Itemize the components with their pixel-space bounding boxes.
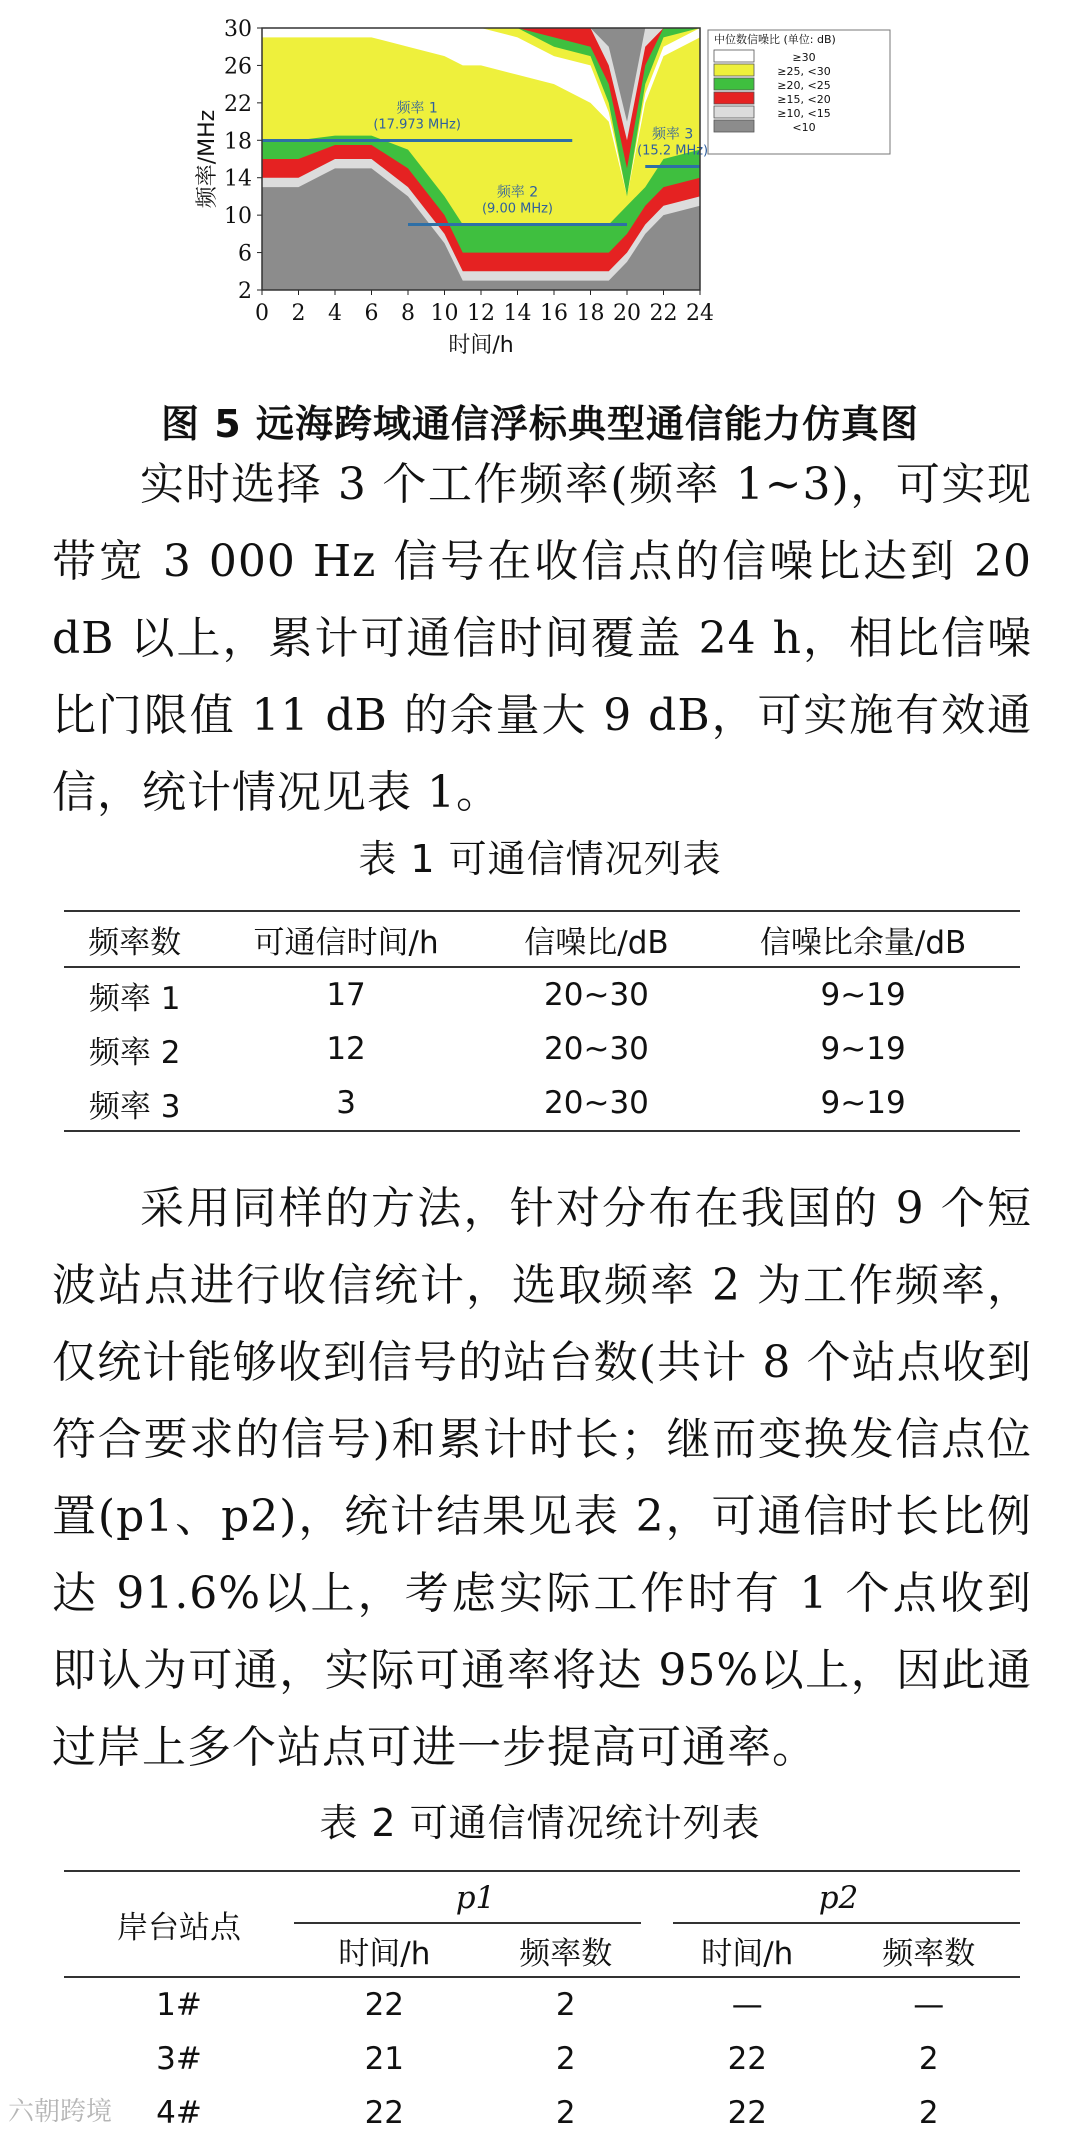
legend-entry: ≥30 bbox=[792, 51, 816, 64]
table-cell: 22 bbox=[727, 2095, 768, 2131]
x-tick-label: 6 bbox=[364, 301, 379, 326]
table-cell: 9~19 bbox=[820, 1031, 906, 1067]
x-tick-label: 0 bbox=[255, 301, 269, 326]
paragraph-2: 采用同样的方法，针对分布在我国的 9 个短波站点进行收信统计，选取频率 2 为工作频率，仅统计能够收到信号的站台数(共计 8 个站点收到符合要求的信号)和累计时长；继而变换发信点位置(p1、p2)，统计结果见表 2，可通信时长比例达 91.6%以上，考虑实际工作时有 1 个点收到即认为可通，实际可通率将达 95%以上，因此通过岸上多个站点可进一步提高可通率。 bbox=[52, 1183, 1032, 1773]
table-cell: 12 bbox=[326, 1031, 366, 1067]
frequency-value-label: (15.2 MHz) bbox=[637, 143, 709, 159]
x-tick-label: 18 bbox=[576, 301, 605, 326]
legend-entry: ≥15, <20 bbox=[777, 93, 831, 106]
x-tick-label: 2 bbox=[291, 301, 306, 326]
x-tick-label: 14 bbox=[503, 301, 532, 326]
table-cell: — bbox=[913, 1987, 945, 2023]
table-row bbox=[64, 2032, 1020, 2086]
table-2-group-p2 bbox=[657, 1871, 1020, 1924]
table-2-subheader: 时间/h bbox=[657, 1924, 838, 1977]
legend-entry: ≥25, <30 bbox=[777, 65, 831, 78]
figure-5 bbox=[190, 0, 910, 360]
y-axis-label: 频率/MHz bbox=[195, 109, 220, 209]
table-row bbox=[64, 1076, 1020, 1131]
table-1-header: 信噪比余量/dB bbox=[706, 911, 1020, 967]
table-1-title: 表 1 可通信情况列表 bbox=[358, 837, 722, 881]
table-cell: 20~30 bbox=[544, 1085, 649, 1121]
table-cell: 2 bbox=[555, 2041, 576, 2077]
table-2-subheader: 频率数 bbox=[475, 1924, 657, 1977]
y-tick-label: 14 bbox=[224, 166, 252, 192]
legend-title: 中位数信噪比 (单位: dB) bbox=[714, 33, 836, 46]
table-1-header: 频率数 bbox=[64, 911, 205, 967]
table-cell: 3# bbox=[156, 2041, 202, 2077]
table-cell: 9~19 bbox=[820, 977, 906, 1013]
table-cell: 22 bbox=[727, 2041, 768, 2077]
table-1 bbox=[64, 910, 1020, 1132]
table-row bbox=[64, 1022, 1020, 1076]
table-1-header: 可通信时间/h bbox=[205, 911, 486, 967]
legend-swatch bbox=[714, 64, 754, 76]
table-cell: 3 bbox=[336, 1085, 356, 1121]
table-2-title: 表 2 可通信情况统计列表 bbox=[319, 1801, 761, 1845]
table-cell: 频率 2 bbox=[88, 1034, 181, 1071]
table-cell: 22 bbox=[364, 1987, 405, 2023]
y-tick-label: 10 bbox=[224, 204, 252, 230]
legend-entry: ≥20, <25 bbox=[777, 79, 831, 92]
x-tick-label: 8 bbox=[401, 301, 415, 326]
y-tick-label: 30 bbox=[224, 17, 252, 42]
snr-heatmap-chart bbox=[190, 0, 910, 360]
table-row bbox=[64, 1977, 1020, 2032]
frequency-label: 频率 2 bbox=[496, 184, 539, 201]
frequency-label: 频率 3 bbox=[651, 126, 694, 143]
x-tick-label: 16 bbox=[540, 301, 568, 326]
legend-swatch bbox=[714, 106, 754, 118]
y-tick-label: 22 bbox=[224, 91, 252, 117]
group-p2-label: p2 bbox=[818, 1880, 859, 1916]
y-tick-label: 2 bbox=[238, 279, 252, 304]
table-cell: 20~30 bbox=[544, 1031, 649, 1067]
table-cell: 4# bbox=[156, 2095, 202, 2131]
table-cell: — bbox=[731, 1987, 763, 2023]
table-cell: 1# bbox=[156, 1987, 202, 2023]
legend-swatch bbox=[714, 120, 754, 132]
legend-swatch bbox=[714, 78, 754, 90]
x-tick-label: 4 bbox=[328, 301, 342, 326]
figure-caption: 图 5 远海跨域通信浮标典型通信能力仿真图 bbox=[161, 402, 919, 446]
table-cell: 频率 3 bbox=[88, 1088, 181, 1125]
table-2-group-p1 bbox=[294, 1871, 657, 1924]
table-cell: 20~30 bbox=[544, 977, 649, 1013]
paragraph-1: 实时选择 3 个工作频率(频率 1~3)，可实现带宽 3 000 Hz 信号在收信点的信噪比达到 20 dB 以上，累计可通信时间覆盖 24 h，相比信噪比门限值 11 dB 的余量大 9 dB，可实施有效通信，统计情况见表 1。 bbox=[52, 459, 1032, 818]
table-cell: 频率 1 bbox=[88, 980, 181, 1017]
table-2-subheader: 时间/h bbox=[294, 1924, 475, 1977]
table-1-header-row bbox=[64, 911, 1020, 967]
group-p1-label: p1 bbox=[455, 1880, 496, 1916]
frequency-label: 频率 1 bbox=[396, 100, 438, 117]
table-cell: 2 bbox=[918, 2041, 939, 2077]
table-cell: 2 bbox=[555, 2095, 576, 2131]
table-2-group-row bbox=[64, 1871, 1020, 1924]
table-cell: 17 bbox=[326, 977, 366, 1013]
x-tick-label: 20 bbox=[613, 301, 641, 326]
table-cell: 2 bbox=[555, 1987, 576, 2023]
table-2 bbox=[64, 1870, 1020, 2140]
table-cell: 9~19 bbox=[820, 1085, 906, 1121]
legend-swatch bbox=[714, 50, 754, 62]
table-row bbox=[64, 967, 1020, 1022]
table-row bbox=[64, 2086, 1020, 2140]
table-2-station-header: 岸台站点 bbox=[64, 1871, 294, 1977]
table-cell: 22 bbox=[364, 2095, 405, 2131]
frequency-value-label: (17.973 MHz) bbox=[373, 117, 461, 133]
x-tick-label: 22 bbox=[649, 301, 678, 326]
table-cell: 2 bbox=[918, 2095, 939, 2131]
x-tick-label: 10 bbox=[430, 301, 459, 326]
x-axis-label: 时间/h bbox=[448, 333, 514, 358]
table-1-header: 信噪比/dB bbox=[487, 911, 706, 967]
legend-entry: ≥10, <15 bbox=[777, 107, 831, 120]
table-cell: 21 bbox=[364, 2041, 405, 2077]
y-tick-label: 6 bbox=[238, 241, 252, 267]
frequency-value-label: (9.00 MHz) bbox=[481, 201, 554, 217]
table-2-subheader: 频率数 bbox=[838, 1924, 1020, 1977]
y-tick-label: 18 bbox=[224, 129, 252, 155]
y-tick-label: 26 bbox=[224, 54, 252, 80]
legend-entry: <10 bbox=[792, 121, 816, 134]
x-tick-label: 24 bbox=[686, 301, 714, 326]
legend-swatch bbox=[714, 92, 754, 104]
watermark-logo: 六朝跨境 bbox=[8, 2097, 113, 2127]
x-tick-label: 12 bbox=[467, 301, 495, 326]
